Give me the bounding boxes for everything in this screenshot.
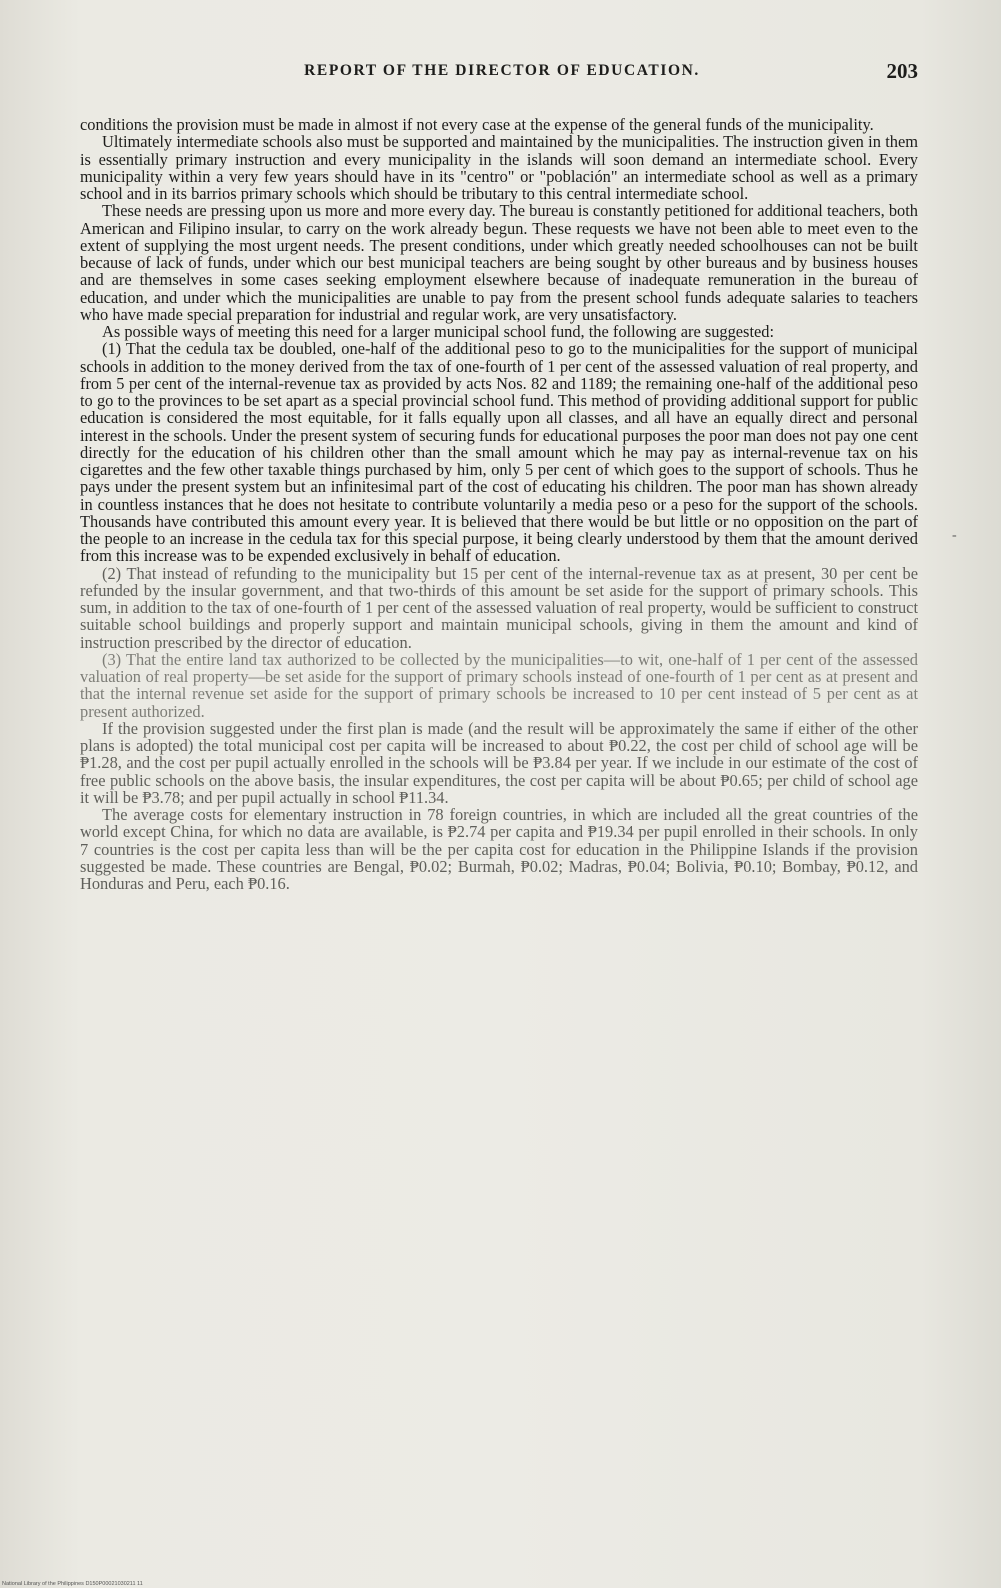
paragraph-suggestions-intro: As possible ways of meeting this need for a larger municipal school fund, the following are suggested:	[102, 322, 775, 341]
paragraph-cost-estimate: If the provision suggested under the first plan is made (and the result will be approximately the same if either of the other plans is adopted) the total municipal cost per capita will be increased to about ₱0.22, the cost per child of school age will be ₱1.28, and the cost per pupil actually enrolled in the schools will be ₱3.84 per year. If we include in our estimate of the cost of free public schools on the above basis, the insular expenditures, the cost per capita will be about ₱0.65; per child of school age it will be ₱3.78; and per pupil actually in school ₱11.34.	[80, 718, 918, 807]
paragraph-continuation: conditions the provision must be made in almost if not every case at the expense of the general funds of the municipality.	[80, 115, 874, 134]
paragraph-pressing-needs: These needs are pressing upon us more and more every day. The bureau is constantly petitioned for additional teachers, both American and Filipino insular, to carry on the work already begun. These requests we have not been able to meet even to the extent of supplying the most urgent needs. The present conditions, under which greatly needed schoolhouses can not be built because of lack of funds, under which our best municipal teachers are being sought by other bureaus and by business houses and are themselves in some cases seeking employment elsewhere because of inadequate remuneration in the bureau of education, and under which the municipalities are unable to pay from the present school funds adequate salaries to teachers who have made special preparation for industrial and regular work, are very unsatisfactory.	[80, 201, 918, 324]
page-number: 203	[886, 59, 918, 83]
paragraph-foreign-comparison: The average costs for elementary instruction in 78 foreign countries, in which are included all the great countries of the world except China, for which no data are available, is ₱2.74 per capita and ₱19.34 per pupil enrolled in their schools. In only 7 countries is the cost per capita less than will be the per capita cost for education in the Philippine Islands if the provision suggested be made. These countries are Bengal, ₱0.02; Burmah, ₱0.02; Madras, ₱0.04; Bolivia, ₱0.10; Bombay, ₱0.12, and Honduras and Peru, each ₱0.16.	[80, 805, 918, 893]
body-text	[80, 116, 918, 892]
page-header	[86, 59, 918, 86]
paragraph-plan-3: (3) That the entire land tax authorized to be collected by the municipalities—to wit, one-half of 1 per cent of the assessed valuation of real property—be set aside for the support of primary schools instead of one-fourth of 1 per cent as at present and that the internal revenue set aside for the support of primary schools be increased to 10 per cent instead of 5 per cent as at present authorized.	[80, 649, 918, 721]
paragraph-intermediate-schools: Ultimately intermediate schools also must be supported and maintained by the municipalities. The instruction given in them is essentially primary instruction and every municipality in the islands will soon demand an intermediate school. Every municipality within a very few years should have in its "centro" or "población" an intermediate school as well as a primary school and in its barrios primary schools which should be tributary to this central intermediate school.	[80, 132, 918, 203]
running-head: REPORT OF THE DIRECTOR OF EDUCATION.	[304, 62, 700, 79]
footer-credit: National Library of the Philippines D150P00021030211 11	[2, 1581, 143, 1587]
paragraph-plan-2: (2) That instead of refunding to the municipality but 15 per cent of the internal-revenue tax as at present, 30 per cent be refunded by the insular government, and that two-thirds of this amount be set aside for the support of primary schools. This sum, in addition to the tax of one-fourth of 1 per cent of the assessed valuation of real property, would be sufficient to construct suitable school buildings and properly support and maintain municipal schools, giving in them the amount and kind of instruction prescribed by the director of education.	[80, 563, 918, 652]
paragraph-plan-1: (1) That the cedula tax be doubled, one-half of the additional peso to go to the municipalities for the support of municipal schools in addition to the money derived from the tax of one-fourth of 1 per cent of the assessed valuation of real property, and from 5 per cent of the internal-revenue tax as provided by acts Nos. 82 and 1189; the remaining one-half of the additional peso to go to the provinces to be set apart as a special provincial school fund. This method of providing additional support for public education is considered the most equitable, for it falls equally upon all classes, and all have an equally direct and personal interest in the schools. Under the present system of securing funds for educational purposes the poor man does not pay one cent directly for the education of his children other than the small amount which he may pay as internal-revenue tax on his cigarettes and the few other taxable things purchased by him, only 5 per cent of which goes to the support of schools. Thus he pays under the present system but an infinitesimal part of the cost of educating his children. The poor man has shown already in countless instances that he does not hesitate to contribute voluntarily a media peso or a peso for the support of the schools. Thousands have contributed this amount every year. It is believed that there would be but little or no opposition on the part of the people to an increase in the cedula tax for this special purpose, it being clearly understood by them that the amount derived from this increase was to be expended exclusively in behalf of education.	[80, 339, 918, 566]
margin-mark: -	[952, 528, 957, 543]
